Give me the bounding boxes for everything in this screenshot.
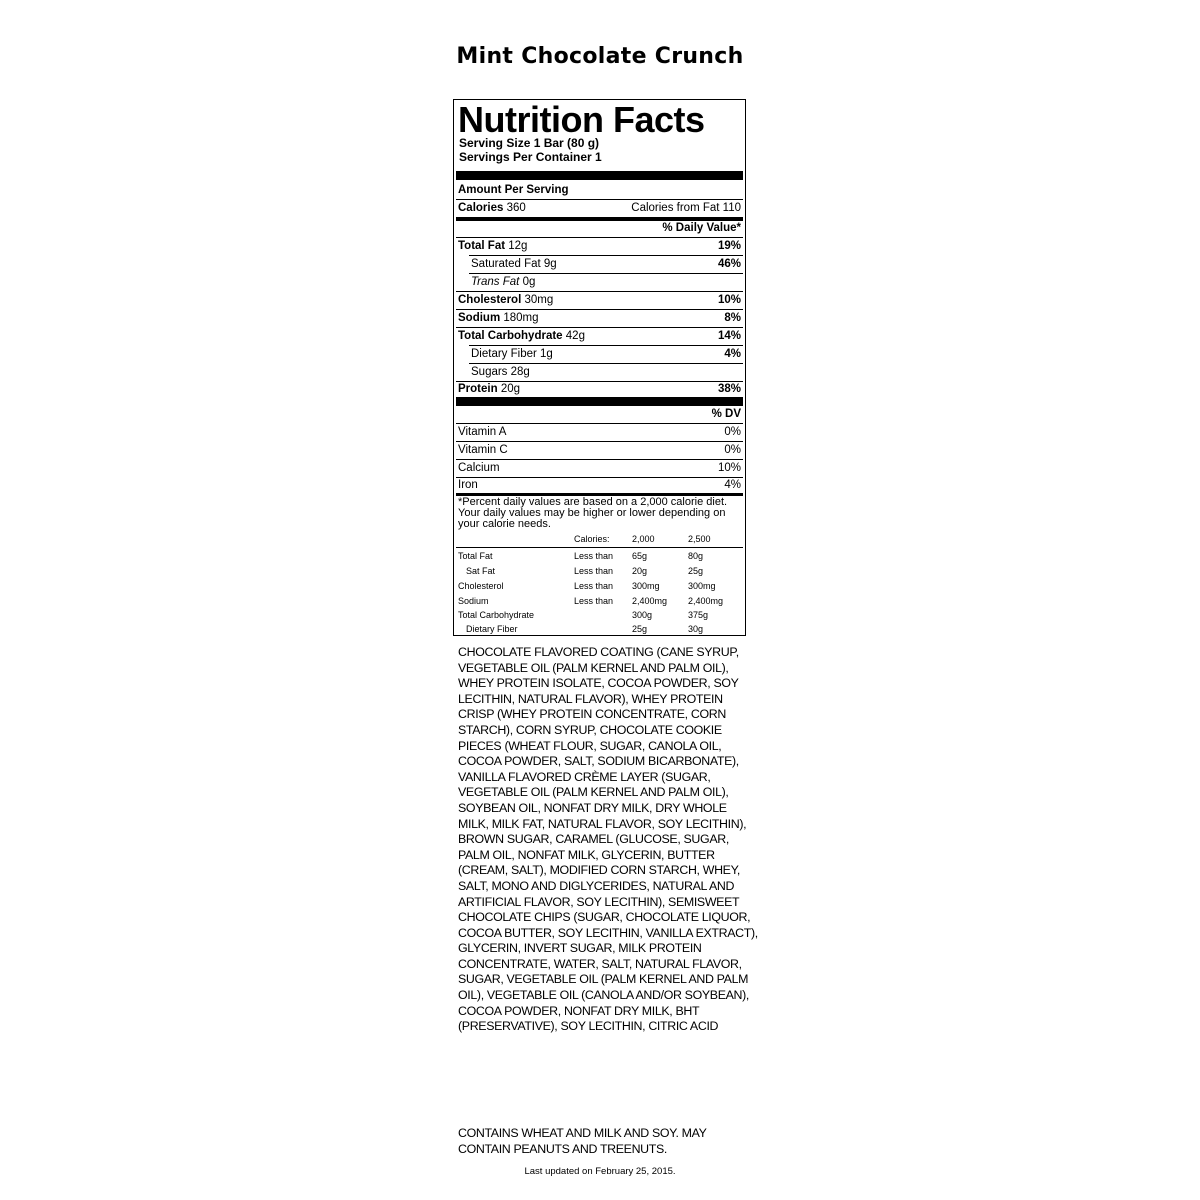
amount-per-serving-label: Amount Per Serving [458,184,569,196]
calories-value: 360 [506,202,526,214]
vitamin-name: Vitamin C [458,444,508,456]
divider [456,199,743,200]
amount-per-serving [458,183,741,197]
nutrient-row-cholesterol [458,293,741,307]
nutrient-dv: 38% [717,383,741,395]
divider [456,327,743,328]
ft-row-name: Total Carbohydrate [458,610,535,620]
ft-row-v1: 25g [632,624,648,634]
nutrient-amount: 9g [543,258,557,270]
nutrient-amount: 180mg [503,312,539,324]
ft-row-limit: Less than [574,596,614,606]
nutrient-name: Saturated Fat [471,258,541,270]
nutrient-name: Protein [458,383,498,395]
dv-header: % DV [711,408,741,420]
vitamin-name: Vitamin A [458,426,507,438]
ft-row-limit: Less than [574,551,614,561]
footnote-calories-label: Calories: [574,534,610,544]
ft-row-v2: 2,400mg [688,596,724,606]
nutrient-row-protein [458,382,741,396]
nutrient-name: Sodium [458,312,501,324]
vitamin-row-iron [458,478,741,492]
vitamin-dv: 10% [717,462,741,474]
ft-row-v1: 65g [632,551,648,561]
divider [469,255,743,256]
ft-row-name: Sat Fat [466,566,496,576]
ft-row-name: Total Fat [458,551,493,561]
last-updated: Last updated on February 25, 2015. [524,1166,676,1177]
ft-row-limit: Less than [574,581,614,591]
nutrient-row-total-carbohydrate [458,329,741,343]
nutrient-name: Dietary Fiber [471,348,537,360]
nutrient-row-saturated-fat [471,257,741,271]
nutrient-name: Cholesterol [458,294,522,306]
divider [469,363,743,364]
divider [469,273,743,274]
ft-row-name: Cholesterol [458,581,504,591]
vitamin-row-c [458,443,741,457]
nutrient-row-total-fat [458,239,741,253]
allergen-statement: CONTAINS WHEAT AND MILK AND SOY. MAY CONTAIN PEANUTS AND TREENUTS. [458,1126,707,1156]
nutrition-facts-panel [453,99,746,636]
thick-divider [456,171,743,180]
daily-value-header-row [458,221,741,235]
ft-row-v2: 80g [688,551,704,561]
nutrition-facts-heading: Nutrition Facts [458,99,705,140]
nutrient-amount: 0g [522,276,536,288]
divider [456,459,743,460]
ft-row-v2: 30g [688,624,704,634]
nutrient-name: Total Carbohydrate [458,330,563,342]
ft-row-v1: 300g [632,610,653,620]
ft-row-name: Dietary Fiber [466,624,518,634]
calories-from-fat-value: 110 [722,202,741,214]
calories-label: Calories [458,202,504,214]
nutrient-row-dietary-fiber [471,347,741,361]
ft-row-v2: 375g [688,610,709,620]
ft-row-v1: 20g [632,566,648,576]
vitamin-name: Calcium [458,462,500,474]
ft-row-limit: Less than [574,566,614,576]
vitamin-name: Iron [458,479,478,491]
divider [456,291,743,292]
divider [456,423,743,424]
calories-row [458,201,741,215]
nutrient-amount: 28g [510,366,530,378]
vitamin-row-calcium [458,461,741,475]
ft-row-name: Sodium [458,596,489,606]
nutrient-row-sugars [471,365,741,379]
product-title: Mint Chocolate Crunch [456,44,744,69]
thick-divider [456,397,743,406]
divider [456,547,743,548]
nutrient-dv: 14% [717,330,741,342]
nutrient-amount: 42g [565,330,585,342]
divider [456,237,743,238]
dv-header-row [458,407,741,421]
ft-row-v1: 300mg [632,581,660,591]
ingredients-text: CHOCOLATE FLAVORED COATING (CANE SYRUP, VEGETABLE OIL (PALM KERNEL AND PALM OIL), WHEY PROTEIN ISOLATE, COCOA POWDER, SOY LECITHIN, NATURAL FLAVOR), WHEY PROTEIN CRISP (WHEY PROTEIN CONCENTRATE, CORN STARCH), CORN SYRUP, CHOCOLATE COOKIE PIECES (WHEAT FLOUR, SUGAR, CANOLA OIL, COCOA POWDER, SALT, SODIUM BICARBONATE), VANILLA FLAVORED CRÈME LAYER (SUGAR, VEGETABLE OIL (PALM KERNEL AND PALM OIL), SOYBEAN OIL, NONFAT DRY MILK, DRY WHOLE MILK, MILK FAT, NATURAL FLAVOR, SOY LECITHIN), BROWN SUGAR, CARAMEL (GLUCOSE, SUGAR, PALM OIL, NONFAT MILK, GLYCERIN, BUTTER (CREAM, SALT), MODIFIED CORN STARCH, WHEY, SALT, MONO AND DIGLYCERIDES, NATURAL AND ARTIFICIAL FLAVOR, SOY LECITHIN), SEMISWEET CHOCOLATE CHIPS (SUGAR, CHOCOLATE LIQUOR, COCOA BUTTER, SOY LECITHIN, VANILLA EXTRACT), GLYCERIN, INVERT SUGAR, MILK PROTEIN CONCENTRATE, WATER, SALT, NATURAL FLAVOR, SUGAR, VEGETABLE OIL (PALM KERNEL AND PALM OIL), VEGETABLE OIL (CANOLA AND/OR SOYBEAN), COCOA POWDER, NONFAT DRY MILK, BHT (PRESERVATIVE), SOY LECITHIN, CITRIC ACID [458,645,758,1034]
vitamin-row-a [458,425,741,439]
nutrient-amount: 1g [540,348,553,360]
nutrient-amount: 20g [500,383,521,395]
nutrient-row-trans-fat [471,275,741,289]
nutrient-dv: 19% [717,240,741,252]
nutrient-dv: 46% [717,258,741,270]
nutrient-dv: 8% [724,312,741,324]
nutrient-amount: 30mg [524,294,554,306]
ft-row-v1: 2,400mg [632,596,668,606]
nutrient-dv: 4% [724,348,741,360]
ft-row-v2: 25g [688,566,704,576]
ft-row-v2: 300mg [688,581,716,591]
footnote-col2: 2,500 [688,534,711,544]
footnote-col1: 2,000 [632,534,655,544]
nutrient-name: Sugars [471,366,508,378]
divider [469,345,743,346]
nutrient-dv: 10% [717,294,741,306]
daily-value-header: % Daily Value* [662,222,741,234]
calories-from-fat-label: Calories from Fat [631,202,720,214]
nutrient-row-sodium [458,311,741,325]
nutrient-name: Trans Fat [471,276,520,288]
serving-size: Serving Size 1 Bar (80 g) [459,136,600,150]
vitamin-dv: 4% [724,479,741,491]
vitamin-dv: 0% [724,444,741,456]
daily-value-footnote: *Percent daily values are based on a 2,000 calorie diet. Your daily values may be higher or lower depending on your calorie needs. [458,496,728,530]
nutrient-amount: 12g [508,240,528,252]
divider [456,309,743,310]
nutrient-name: Total Fat [458,240,506,252]
vitamin-dv: 0% [724,426,741,438]
servings-per-container: Servings Per Container 1 [459,150,602,164]
divider [456,441,743,442]
